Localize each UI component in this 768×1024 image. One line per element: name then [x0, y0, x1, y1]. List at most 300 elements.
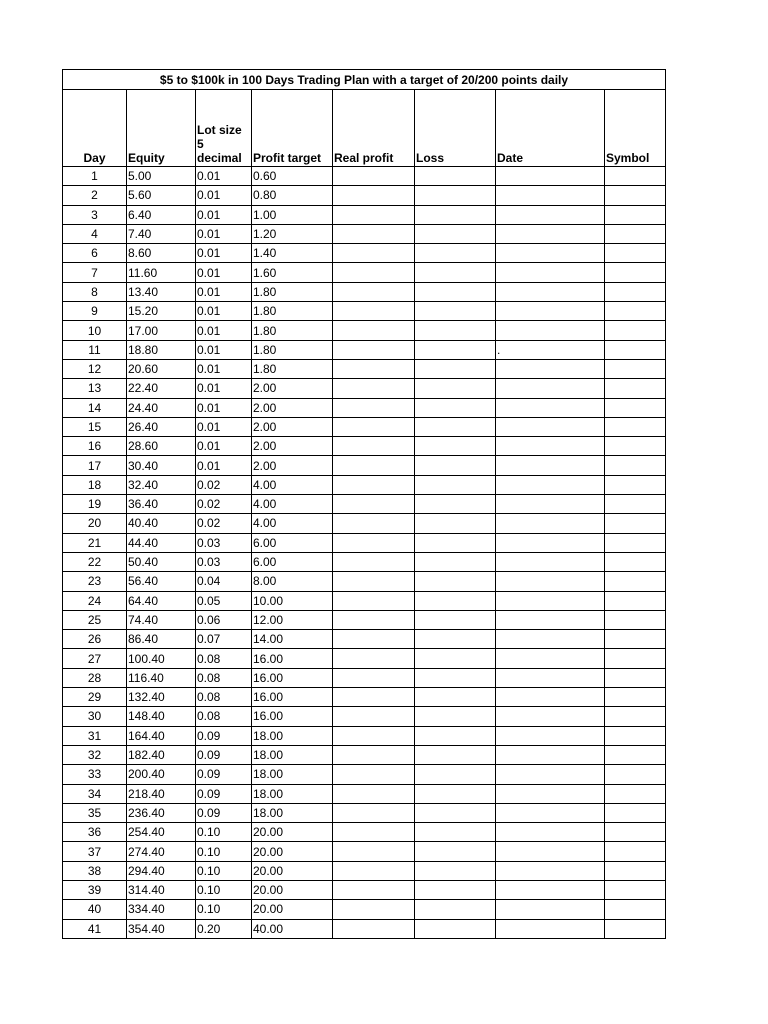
symbol-cell[interactable] — [605, 167, 666, 186]
symbol-cell[interactable] — [605, 784, 666, 803]
date-cell[interactable] — [496, 688, 605, 707]
symbol-cell[interactable] — [605, 726, 666, 745]
equity-cell[interactable]: 26.40 — [127, 417, 196, 436]
date-cell[interactable] — [496, 437, 605, 456]
lot-size-cell[interactable]: 0.09 — [196, 784, 252, 803]
date-cell[interactable] — [496, 514, 605, 533]
lot-size-cell[interactable]: 0.07 — [196, 630, 252, 649]
lot-size-cell[interactable]: 0.10 — [196, 823, 252, 842]
loss-cell[interactable] — [415, 282, 496, 301]
real-profit-cell[interactable] — [333, 707, 415, 726]
real-profit-cell[interactable] — [333, 186, 415, 205]
day-cell[interactable]: 4 — [63, 224, 127, 243]
profit-target-cell[interactable]: 0.80 — [252, 186, 333, 205]
equity-cell[interactable]: 254.40 — [127, 823, 196, 842]
day-cell[interactable]: 7 — [63, 263, 127, 282]
symbol-cell[interactable] — [605, 263, 666, 282]
profit-target-cell[interactable]: 2.00 — [252, 437, 333, 456]
date-cell[interactable] — [496, 167, 605, 186]
symbol-cell[interactable] — [605, 495, 666, 514]
profit-target-cell[interactable]: 12.00 — [252, 610, 333, 629]
loss-cell[interactable] — [415, 745, 496, 764]
lot-size-cell[interactable]: 0.08 — [196, 688, 252, 707]
loss-cell[interactable] — [415, 224, 496, 243]
lot-size-cell[interactable]: 0.01 — [196, 302, 252, 321]
profit-target-cell[interactable]: 1.80 — [252, 340, 333, 359]
day-cell[interactable]: 16 — [63, 437, 127, 456]
symbol-cell[interactable] — [605, 649, 666, 668]
lot-size-cell[interactable]: 0.10 — [196, 900, 252, 919]
lot-size-cell[interactable]: 0.06 — [196, 610, 252, 629]
real-profit-cell[interactable] — [333, 167, 415, 186]
real-profit-cell[interactable] — [333, 495, 415, 514]
day-cell[interactable]: 29 — [63, 688, 127, 707]
lot-size-cell[interactable]: 0.10 — [196, 842, 252, 861]
loss-cell[interactable] — [415, 263, 496, 282]
real-profit-cell[interactable] — [333, 765, 415, 784]
symbol-cell[interactable] — [605, 688, 666, 707]
day-cell[interactable]: 38 — [63, 861, 127, 880]
real-profit-cell[interactable] — [333, 456, 415, 475]
lot-size-cell[interactable]: 0.09 — [196, 803, 252, 822]
symbol-cell[interactable] — [605, 302, 666, 321]
profit-target-cell[interactable]: 4.00 — [252, 495, 333, 514]
real-profit-cell[interactable] — [333, 340, 415, 359]
profit-target-cell[interactable]: 18.00 — [252, 803, 333, 822]
date-cell[interactable] — [496, 784, 605, 803]
symbol-cell[interactable] — [605, 745, 666, 764]
profit-target-cell[interactable]: 4.00 — [252, 475, 333, 494]
real-profit-cell[interactable] — [333, 302, 415, 321]
lot-size-cell[interactable]: 0.08 — [196, 649, 252, 668]
lot-size-cell[interactable]: 0.01 — [196, 186, 252, 205]
profit-target-cell[interactable]: 8.00 — [252, 572, 333, 591]
profit-target-cell[interactable]: 1.80 — [252, 282, 333, 301]
lot-size-cell[interactable]: 0.10 — [196, 861, 252, 880]
loss-cell[interactable] — [415, 475, 496, 494]
lot-size-cell[interactable]: 0.05 — [196, 591, 252, 610]
real-profit-cell[interactable] — [333, 919, 415, 938]
profit-target-cell[interactable]: 20.00 — [252, 823, 333, 842]
lot-size-cell[interactable]: 0.04 — [196, 572, 252, 591]
equity-cell[interactable]: 74.40 — [127, 610, 196, 629]
day-cell[interactable]: 31 — [63, 726, 127, 745]
profit-target-cell[interactable]: 2.00 — [252, 379, 333, 398]
equity-cell[interactable]: 100.40 — [127, 649, 196, 668]
loss-cell[interactable] — [415, 880, 496, 899]
date-cell[interactable] — [496, 803, 605, 822]
day-cell[interactable]: 12 — [63, 359, 127, 378]
equity-cell[interactable]: 30.40 — [127, 456, 196, 475]
symbol-cell[interactable] — [605, 900, 666, 919]
equity-cell[interactable]: 8.60 — [127, 244, 196, 263]
symbol-cell[interactable] — [605, 437, 666, 456]
profit-target-cell[interactable]: 18.00 — [252, 765, 333, 784]
profit-target-cell[interactable]: 40.00 — [252, 919, 333, 938]
real-profit-cell[interactable] — [333, 842, 415, 861]
lot-size-cell[interactable]: 0.01 — [196, 205, 252, 224]
date-cell[interactable] — [496, 610, 605, 629]
day-cell[interactable]: 30 — [63, 707, 127, 726]
loss-cell[interactable] — [415, 321, 496, 340]
loss-cell[interactable] — [415, 302, 496, 321]
equity-cell[interactable]: 182.40 — [127, 745, 196, 764]
date-cell[interactable] — [496, 244, 605, 263]
loss-cell[interactable] — [415, 417, 496, 436]
day-cell[interactable]: 24 — [63, 591, 127, 610]
real-profit-cell[interactable] — [333, 688, 415, 707]
loss-cell[interactable] — [415, 823, 496, 842]
date-cell[interactable] — [496, 707, 605, 726]
lot-size-cell[interactable]: 0.01 — [196, 167, 252, 186]
equity-cell[interactable]: 64.40 — [127, 591, 196, 610]
day-cell[interactable]: 26 — [63, 630, 127, 649]
lot-size-cell[interactable]: 0.01 — [196, 359, 252, 378]
date-cell[interactable] — [496, 263, 605, 282]
header-lot-size[interactable]: Lot size 5 decimal — [196, 90, 252, 167]
symbol-cell[interactable] — [605, 842, 666, 861]
date-cell[interactable] — [496, 572, 605, 591]
symbol-cell[interactable] — [605, 861, 666, 880]
loss-cell[interactable] — [415, 379, 496, 398]
day-cell[interactable]: 22 — [63, 552, 127, 571]
date-cell[interactable] — [496, 919, 605, 938]
profit-target-cell[interactable]: 2.00 — [252, 456, 333, 475]
profit-target-cell[interactable]: 0.60 — [252, 167, 333, 186]
date-cell[interactable] — [496, 668, 605, 687]
lot-size-cell[interactable]: 0.01 — [196, 263, 252, 282]
date-cell[interactable] — [496, 302, 605, 321]
equity-cell[interactable]: 294.40 — [127, 861, 196, 880]
symbol-cell[interactable] — [605, 552, 666, 571]
symbol-cell[interactable] — [605, 707, 666, 726]
equity-cell[interactable]: 36.40 — [127, 495, 196, 514]
date-cell[interactable] — [496, 321, 605, 340]
day-cell[interactable]: 39 — [63, 880, 127, 899]
loss-cell[interactable] — [415, 668, 496, 687]
date-cell[interactable] — [496, 900, 605, 919]
day-cell[interactable]: 23 — [63, 572, 127, 591]
equity-cell[interactable]: 11.60 — [127, 263, 196, 282]
equity-cell[interactable]: 148.40 — [127, 707, 196, 726]
real-profit-cell[interactable] — [333, 745, 415, 764]
equity-cell[interactable]: 314.40 — [127, 880, 196, 899]
lot-size-cell[interactable]: 0.10 — [196, 880, 252, 899]
date-cell[interactable] — [496, 765, 605, 784]
date-cell[interactable] — [496, 745, 605, 764]
loss-cell[interactable] — [415, 533, 496, 552]
day-cell[interactable]: 28 — [63, 668, 127, 687]
profit-target-cell[interactable]: 20.00 — [252, 900, 333, 919]
day-cell[interactable]: 34 — [63, 784, 127, 803]
date-cell[interactable] — [496, 842, 605, 861]
real-profit-cell[interactable] — [333, 803, 415, 822]
equity-cell[interactable]: 6.40 — [127, 205, 196, 224]
loss-cell[interactable] — [415, 167, 496, 186]
loss-cell[interactable] — [415, 610, 496, 629]
real-profit-cell[interactable] — [333, 880, 415, 899]
header-symbol[interactable]: Symbol — [605, 90, 666, 167]
equity-cell[interactable]: 32.40 — [127, 475, 196, 494]
day-cell[interactable]: 37 — [63, 842, 127, 861]
symbol-cell[interactable] — [605, 456, 666, 475]
loss-cell[interactable] — [415, 552, 496, 571]
equity-cell[interactable]: 13.40 — [127, 282, 196, 301]
equity-cell[interactable]: 334.40 — [127, 900, 196, 919]
day-cell[interactable]: 40 — [63, 900, 127, 919]
date-cell[interactable] — [496, 823, 605, 842]
symbol-cell[interactable] — [605, 224, 666, 243]
real-profit-cell[interactable] — [333, 417, 415, 436]
lot-size-cell[interactable]: 0.03 — [196, 552, 252, 571]
profit-target-cell[interactable]: 2.00 — [252, 398, 333, 417]
symbol-cell[interactable] — [605, 668, 666, 687]
equity-cell[interactable]: 236.40 — [127, 803, 196, 822]
lot-size-cell[interactable]: 0.01 — [196, 282, 252, 301]
day-cell[interactable]: 1 — [63, 167, 127, 186]
symbol-cell[interactable] — [605, 880, 666, 899]
loss-cell[interactable] — [415, 244, 496, 263]
profit-target-cell[interactable]: 1.00 — [252, 205, 333, 224]
day-cell[interactable]: 25 — [63, 610, 127, 629]
loss-cell[interactable] — [415, 398, 496, 417]
real-profit-cell[interactable] — [333, 379, 415, 398]
real-profit-cell[interactable] — [333, 572, 415, 591]
real-profit-cell[interactable] — [333, 282, 415, 301]
equity-cell[interactable]: 56.40 — [127, 572, 196, 591]
date-cell[interactable] — [496, 861, 605, 880]
equity-cell[interactable]: 116.40 — [127, 668, 196, 687]
equity-cell[interactable]: 5.60 — [127, 186, 196, 205]
loss-cell[interactable] — [415, 803, 496, 822]
day-cell[interactable]: 41 — [63, 919, 127, 938]
lot-size-cell[interactable]: 0.02 — [196, 495, 252, 514]
profit-target-cell[interactable]: 6.00 — [252, 552, 333, 571]
date-cell[interactable] — [496, 379, 605, 398]
loss-cell[interactable] — [415, 630, 496, 649]
symbol-cell[interactable] — [605, 572, 666, 591]
profit-target-cell[interactable]: 20.00 — [252, 880, 333, 899]
symbol-cell[interactable] — [605, 205, 666, 224]
profit-target-cell[interactable]: 16.00 — [252, 707, 333, 726]
symbol-cell[interactable] — [605, 340, 666, 359]
real-profit-cell[interactable] — [333, 900, 415, 919]
profit-target-cell[interactable]: 16.00 — [252, 649, 333, 668]
day-cell[interactable]: 20 — [63, 514, 127, 533]
equity-cell[interactable]: 354.40 — [127, 919, 196, 938]
profit-target-cell[interactable]: 1.20 — [252, 224, 333, 243]
symbol-cell[interactable] — [605, 417, 666, 436]
real-profit-cell[interactable] — [333, 533, 415, 552]
symbol-cell[interactable] — [605, 475, 666, 494]
real-profit-cell[interactable] — [333, 784, 415, 803]
real-profit-cell[interactable] — [333, 610, 415, 629]
day-cell[interactable]: 9 — [63, 302, 127, 321]
equity-cell[interactable]: 44.40 — [127, 533, 196, 552]
real-profit-cell[interactable] — [333, 321, 415, 340]
symbol-cell[interactable] — [605, 610, 666, 629]
day-cell[interactable]: 3 — [63, 205, 127, 224]
symbol-cell[interactable] — [605, 823, 666, 842]
date-cell[interactable] — [496, 552, 605, 571]
real-profit-cell[interactable] — [333, 823, 415, 842]
real-profit-cell[interactable] — [333, 591, 415, 610]
symbol-cell[interactable] — [605, 630, 666, 649]
loss-cell[interactable] — [415, 591, 496, 610]
profit-target-cell[interactable]: 14.00 — [252, 630, 333, 649]
lot-size-cell[interactable]: 0.01 — [196, 437, 252, 456]
loss-cell[interactable] — [415, 707, 496, 726]
lot-size-cell[interactable]: 0.08 — [196, 707, 252, 726]
real-profit-cell[interactable] — [333, 244, 415, 263]
profit-target-cell[interactable]: 1.80 — [252, 321, 333, 340]
real-profit-cell[interactable] — [333, 552, 415, 571]
equity-cell[interactable]: 86.40 — [127, 630, 196, 649]
equity-cell[interactable]: 274.40 — [127, 842, 196, 861]
loss-cell[interactable] — [415, 688, 496, 707]
loss-cell[interactable] — [415, 359, 496, 378]
lot-size-cell[interactable]: 0.02 — [196, 475, 252, 494]
real-profit-cell[interactable] — [333, 649, 415, 668]
day-cell[interactable]: 18 — [63, 475, 127, 494]
loss-cell[interactable] — [415, 437, 496, 456]
loss-cell[interactable] — [415, 340, 496, 359]
symbol-cell[interactable] — [605, 803, 666, 822]
profit-target-cell[interactable]: 1.60 — [252, 263, 333, 282]
equity-cell[interactable]: 15.20 — [127, 302, 196, 321]
real-profit-cell[interactable] — [333, 668, 415, 687]
header-equity[interactable]: Equity — [127, 90, 196, 167]
loss-cell[interactable] — [415, 186, 496, 205]
symbol-cell[interactable] — [605, 282, 666, 301]
date-cell[interactable] — [496, 533, 605, 552]
loss-cell[interactable] — [415, 919, 496, 938]
equity-cell[interactable]: 132.40 — [127, 688, 196, 707]
loss-cell[interactable] — [415, 861, 496, 880]
equity-cell[interactable]: 28.60 — [127, 437, 196, 456]
day-cell[interactable]: 35 — [63, 803, 127, 822]
equity-cell[interactable]: 24.40 — [127, 398, 196, 417]
day-cell[interactable]: 13 — [63, 379, 127, 398]
symbol-cell[interactable] — [605, 591, 666, 610]
profit-target-cell[interactable]: 10.00 — [252, 591, 333, 610]
profit-target-cell[interactable]: 1.40 — [252, 244, 333, 263]
equity-cell[interactable]: 20.60 — [127, 359, 196, 378]
day-cell[interactable]: 6 — [63, 244, 127, 263]
lot-size-cell[interactable]: 0.01 — [196, 224, 252, 243]
symbol-cell[interactable] — [605, 765, 666, 784]
date-cell[interactable] — [496, 359, 605, 378]
real-profit-cell[interactable] — [333, 726, 415, 745]
equity-cell[interactable]: 5.00 — [127, 167, 196, 186]
real-profit-cell[interactable] — [333, 398, 415, 417]
symbol-cell[interactable] — [605, 533, 666, 552]
date-cell[interactable] — [496, 630, 605, 649]
date-cell[interactable] — [496, 398, 605, 417]
header-day[interactable]: Day — [63, 90, 127, 167]
day-cell[interactable]: 8 — [63, 282, 127, 301]
date-cell[interactable] — [496, 880, 605, 899]
header-real-profit[interactable]: Real profit — [333, 90, 415, 167]
profit-target-cell[interactable]: 2.00 — [252, 417, 333, 436]
loss-cell[interactable] — [415, 900, 496, 919]
lot-size-cell[interactable]: 0.01 — [196, 244, 252, 263]
equity-cell[interactable]: 50.40 — [127, 552, 196, 571]
profit-target-cell[interactable]: 18.00 — [252, 784, 333, 803]
day-cell[interactable]: 17 — [63, 456, 127, 475]
equity-cell[interactable]: 22.40 — [127, 379, 196, 398]
symbol-cell[interactable] — [605, 919, 666, 938]
profit-target-cell[interactable]: 20.00 — [252, 842, 333, 861]
loss-cell[interactable] — [415, 726, 496, 745]
equity-cell[interactable]: 164.40 — [127, 726, 196, 745]
equity-cell[interactable]: 200.40 — [127, 765, 196, 784]
symbol-cell[interactable] — [605, 186, 666, 205]
lot-size-cell[interactable]: 0.20 — [196, 919, 252, 938]
lot-size-cell[interactable]: 0.01 — [196, 398, 252, 417]
loss-cell[interactable] — [415, 205, 496, 224]
date-cell[interactable] — [496, 186, 605, 205]
lot-size-cell[interactable]: 0.01 — [196, 456, 252, 475]
header-date[interactable]: Date — [496, 90, 605, 167]
loss-cell[interactable] — [415, 456, 496, 475]
profit-target-cell[interactable]: 16.00 — [252, 668, 333, 687]
profit-target-cell[interactable]: 1.80 — [252, 302, 333, 321]
header-profit-target[interactable]: Profit target — [252, 90, 333, 167]
day-cell[interactable]: 14 — [63, 398, 127, 417]
lot-size-cell[interactable]: 0.09 — [196, 745, 252, 764]
date-cell[interactable]: . — [496, 340, 605, 359]
real-profit-cell[interactable] — [333, 205, 415, 224]
date-cell[interactable] — [496, 456, 605, 475]
day-cell[interactable]: 36 — [63, 823, 127, 842]
equity-cell[interactable]: 17.00 — [127, 321, 196, 340]
date-cell[interactable] — [496, 726, 605, 745]
equity-cell[interactable]: 7.40 — [127, 224, 196, 243]
loss-cell[interactable] — [415, 649, 496, 668]
day-cell[interactable]: 2 — [63, 186, 127, 205]
profit-target-cell[interactable]: 4.00 — [252, 514, 333, 533]
lot-size-cell[interactable]: 0.02 — [196, 514, 252, 533]
loss-cell[interactable] — [415, 842, 496, 861]
real-profit-cell[interactable] — [333, 630, 415, 649]
equity-cell[interactable]: 218.40 — [127, 784, 196, 803]
day-cell[interactable]: 33 — [63, 765, 127, 784]
equity-cell[interactable]: 18.80 — [127, 340, 196, 359]
symbol-cell[interactable] — [605, 321, 666, 340]
profit-target-cell[interactable]: 16.00 — [252, 688, 333, 707]
profit-target-cell[interactable]: 18.00 — [252, 745, 333, 764]
day-cell[interactable]: 15 — [63, 417, 127, 436]
real-profit-cell[interactable] — [333, 359, 415, 378]
day-cell[interactable]: 19 — [63, 495, 127, 514]
date-cell[interactable] — [496, 591, 605, 610]
lot-size-cell[interactable]: 0.01 — [196, 340, 252, 359]
date-cell[interactable] — [496, 224, 605, 243]
date-cell[interactable] — [496, 475, 605, 494]
symbol-cell[interactable] — [605, 244, 666, 263]
lot-size-cell[interactable]: 0.09 — [196, 765, 252, 784]
profit-target-cell[interactable]: 1.80 — [252, 359, 333, 378]
symbol-cell[interactable] — [605, 514, 666, 533]
real-profit-cell[interactable] — [333, 437, 415, 456]
loss-cell[interactable] — [415, 572, 496, 591]
date-cell[interactable] — [496, 282, 605, 301]
date-cell[interactable] — [496, 205, 605, 224]
lot-size-cell[interactable]: 0.09 — [196, 726, 252, 745]
real-profit-cell[interactable] — [333, 263, 415, 282]
header-loss[interactable]: Loss — [415, 90, 496, 167]
